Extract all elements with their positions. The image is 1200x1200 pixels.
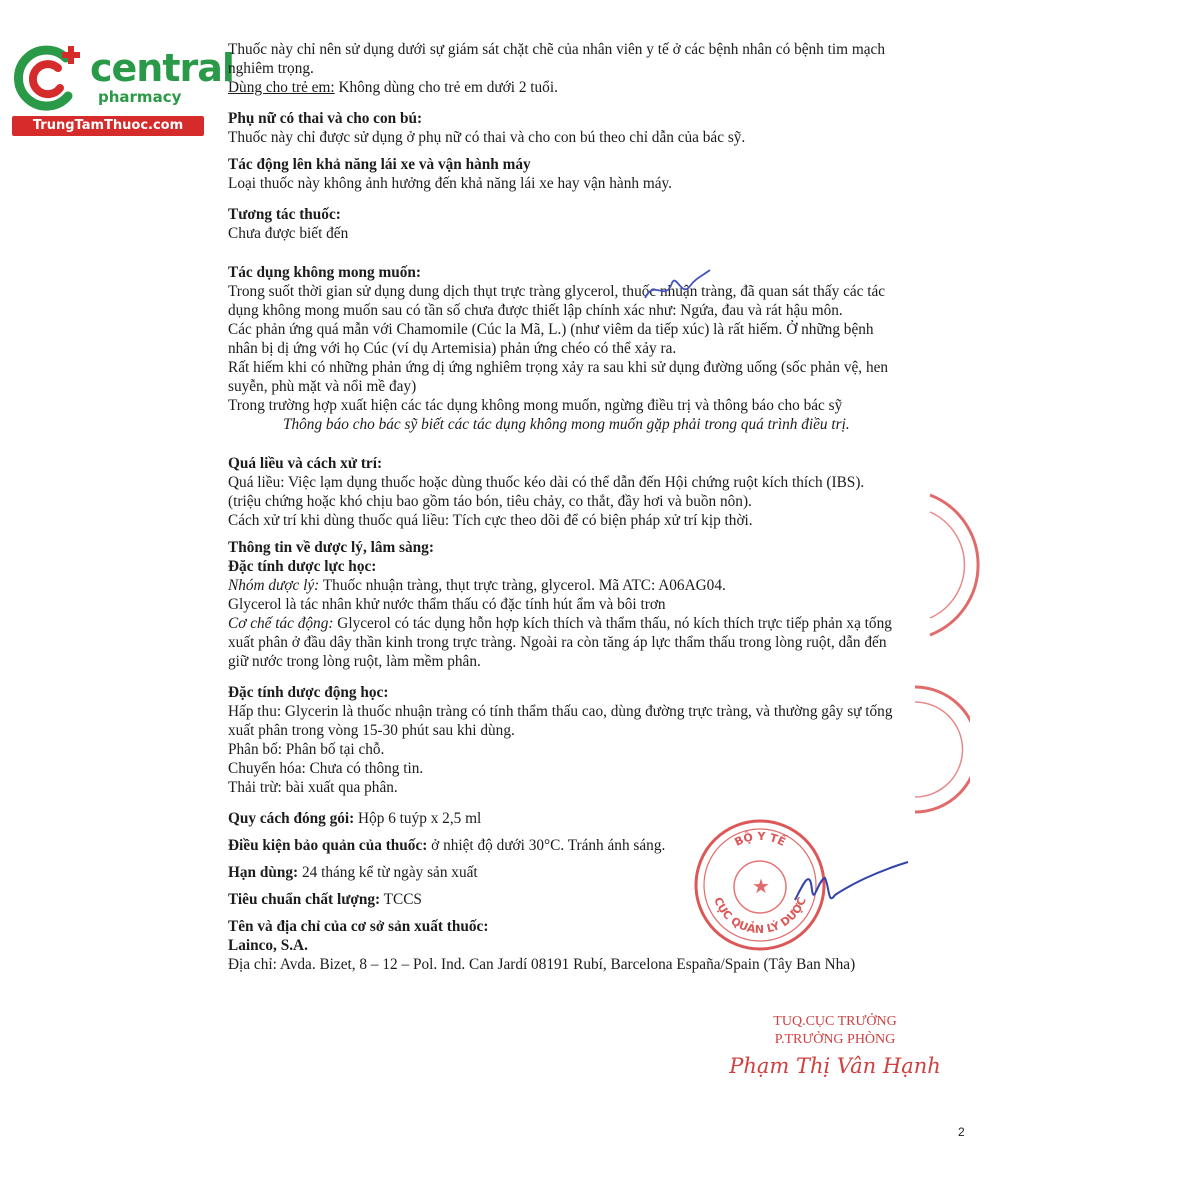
heading-pharmacokinetics: Đặc tính dược động học: — [228, 684, 389, 701]
seal-bottom-text: CỤC QUẢN LÝ DƯỢC — [711, 895, 809, 937]
text-line: nhân bị dị ứng với họ Cúc (ví dụ Artemisia) phản ứng chéo có thể xảy ra. — [228, 340, 677, 357]
heading-manufacturer: Tên và địa chỉ của cơ sở sản xuất thuốc: — [228, 918, 489, 935]
signature-title: TUQ.CỤC TRƯỞNG — [773, 1014, 897, 1029]
text-line: Chuyển hóa: Chưa có thông tin. — [228, 760, 424, 777]
handwritten-initial — [790, 860, 915, 920]
storage-text: ở nhiệt độ dưới 30°C. Tránh ánh sáng. — [427, 837, 666, 854]
text-line-italic: Thông báo cho bác sỹ biết các tác dụng không mong muốn gặp phải trong quá trình điều trị. — [283, 416, 850, 433]
text-line: Thuốc này chỉ được sử dụng ở phụ nữ có thai và cho con bú theo chỉ dẫn của bác sỹ. — [228, 129, 746, 146]
packaging-line — [228, 809, 973, 828]
text-line: Thuốc này chỉ nên sử dụng dưới sự giám sát chặt chẽ của nhân viên y tế ở các bệnh nhân có bệnh tim mạch — [228, 41, 885, 58]
heading-pharmacodynamics: Đặc tính dược lực học: — [228, 558, 377, 575]
text-line — [228, 576, 973, 595]
text-line: Quá liều: Việc lạm dụng thuốc hoặc dùng thuốc kéo dài có thể dẫn đến Hội chứng ruột kích thích (IBS). — [228, 474, 865, 491]
text-line: Thải trừ: bài xuất qua phân. — [228, 779, 398, 796]
heading-driving: Tác động lên khả năng lái xe và vận hành máy — [228, 156, 531, 173]
logo-sub-text: pharmacy — [98, 88, 182, 106]
text-line: giữ nước trong lòng ruột, làm mềm phân. — [228, 653, 481, 670]
mechanism-text: Glycerol có tác dụng hỗn hợp kích thích và thẩm thấu, nó kích thích trực tiếp phản xạ tống — [333, 615, 892, 632]
manufacturer-name: Lainco, S.A. — [228, 937, 308, 954]
text-line: Trong suốt thời gian sử dụng dung dịch thụt trực tràng glycerol, thuốc nhuận tràng, đã quan sát thấy các tác — [228, 283, 886, 300]
text-line: Phân bố: Phân bố tại chỗ. — [228, 741, 385, 758]
text-line: Trong trường hợp xuất hiện các tác dụng không mong muốn, ngừng điều trị và thông báo cho bác sỹ — [228, 397, 843, 414]
pharmacy-logo-icon — [10, 38, 90, 118]
storage-line — [228, 836, 973, 855]
mechanism-label: Cơ chế tác động: — [228, 615, 334, 632]
children-use-text: Không dùng cho trẻ em dưới 2 tuổi. — [334, 79, 558, 96]
document-body — [228, 40, 973, 974]
text-line: suyễn, phù mặt và nổi mề đay) — [228, 378, 417, 395]
handwritten-initial — [640, 268, 715, 308]
signature-block — [715, 1013, 955, 1078]
text-line: Các phản ứng quá mẫn với Chamomile (Cúc la Mã, L.) (như viêm da tiếp xúc) là rất hiếm. Ở những bệnh — [228, 321, 874, 338]
text-line: nghiêm trọng. — [228, 60, 314, 77]
seal-top-text: BỘ Y TẾ — [732, 829, 788, 849]
logo-brand-text: central — [90, 46, 234, 90]
heading-adverse-effects: Tác dụng không mong muốn: — [228, 264, 421, 281]
children-use-label: Dùng cho trẻ em: — [228, 79, 335, 96]
central-pharmacy-logo — [10, 38, 234, 138]
expiry-text: 24 tháng kể từ ngày sản xuất — [298, 864, 478, 881]
packaging-label: Quy cách đóng gói: — [228, 810, 355, 827]
heading-pharmacology: Thông tin về dược lý, lâm sàng: — [228, 539, 434, 556]
text-line: Loại thuốc này không ảnh hưởng đến khả năng lái xe hay vận hành máy. — [228, 175, 673, 192]
standard-label: Tiêu chuẩn chất lượng: — [228, 891, 381, 908]
heading-interaction: Tương tác thuốc: — [228, 206, 341, 223]
heading-overdose: Quá liều và cách xử trí: — [228, 455, 383, 472]
partial-seal-stamp — [905, 682, 970, 817]
text-line: xuất phân trong vòng 15-30 phút sau khi dùng. — [228, 722, 515, 739]
text-line: Cách xử trí khi dùng thuốc quá liều: Tích cực theo dõi để có biện pháp xử trí kịp thời. — [228, 512, 753, 529]
seal-star-icon: ★ — [752, 876, 770, 898]
text-line: dụng không mong muốn sau có tần số chưa được thiết lập chính xác như: Ngứa, đau và rát hậu môn. — [228, 302, 843, 319]
signature-name: Phạm Thị Vân Hạnh — [729, 1054, 941, 1078]
text-line: xuất phân ở đầu dây thần kinh trong trực tràng. Ngoài ra còn tăng áp lực thẩm thấu trong lòng ruột, dẫn đến — [228, 634, 887, 651]
logo-website-banner: TrungTamThuoc.com — [12, 116, 204, 136]
pharm-group-label: Nhóm dược lý: — [228, 577, 320, 594]
page-number: 2 — [958, 1125, 965, 1139]
manufacturer-address: Địa chỉ: Avda. Bizet, 8 – 12 – Pol. Ind. Can Jardí 08191 Rubí, Barcelona España/Spain (Tây Ban Nha) — [228, 956, 856, 973]
text-line: Hấp thu: Glycerin là thuốc nhuận tràng có tính thẩm thấu cao, dùng đường trực tràng, và thường gây sự tống — [228, 703, 893, 720]
expiry-label: Hạn dùng: — [228, 864, 299, 881]
heading-pregnancy: Phụ nữ có thai và cho con bú: — [228, 110, 423, 127]
standard-text: TCCS — [380, 891, 422, 908]
text-line: (triệu chứng hoặc khó chịu bao gồm táo bón, tiêu chảy, co thắt, đầy hơi và buồn nôn). — [228, 493, 752, 510]
signature-subtitle: P.TRƯỞNG PHÒNG — [774, 1032, 896, 1047]
storage-label: Điều kiện bảo quản của thuốc: — [228, 837, 428, 854]
packaging-text: Hộp 6 tuýp x 2,5 ml — [354, 810, 482, 827]
pharm-group-text: Thuốc nhuận tràng, thụt trực tràng, glycerol. Mã ATC: A06AG04. — [319, 577, 726, 594]
text-line: Chưa được biết đến — [228, 225, 349, 242]
text-line — [228, 614, 973, 633]
text-line: Rất hiếm khi có những phản ứng dị ứng nghiêm trọng xảy ra sau khi sử dụng đường uống (sốc phản vệ, hen — [228, 359, 889, 376]
partial-seal-stamp — [920, 490, 1005, 640]
text-line: Glycerol là tác nhân khử nước thẩm thấu có đặc tính hút ẩm và bôi trơn — [228, 596, 666, 613]
text-line — [228, 78, 973, 97]
